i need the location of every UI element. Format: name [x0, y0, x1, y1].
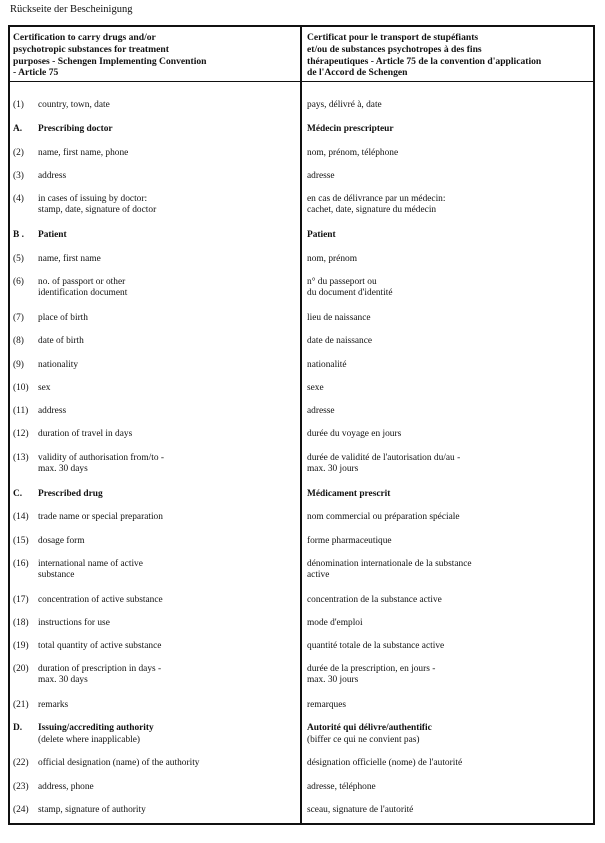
english-label: in cases of issuing by doctor: stamp, date, signature of doctor — [38, 194, 157, 216]
english-section-title: Patient — [38, 230, 67, 240]
french-label: durée du voyage en jours — [307, 429, 402, 439]
english-label: name, first name — [38, 254, 101, 264]
french-section-title: Médecin prescripteur — [307, 124, 394, 134]
french-label: lieu de naissance — [307, 313, 371, 323]
row-number: (1) — [13, 100, 24, 110]
english-label: address, phone — [38, 782, 94, 792]
english-label: duration of prescription in days - max. 30 days — [38, 664, 162, 686]
french-label: nationalité — [307, 360, 347, 370]
english-label: concentration of active substance — [38, 595, 163, 605]
row-number: (11) — [13, 406, 29, 416]
english-label: address — [38, 171, 67, 181]
french-label: quantité totale de la substance active — [307, 641, 445, 651]
section-letter: B . — [13, 230, 24, 240]
english-label: date of birth — [38, 336, 84, 346]
row-number: (2) — [13, 148, 24, 158]
french-label: remarques — [307, 700, 347, 710]
french-label: mode d'emploi — [307, 618, 363, 628]
row-number: (6) — [13, 277, 24, 287]
french-label: nom, prénom, téléphone — [307, 148, 399, 158]
row-number: (12) — [13, 429, 29, 439]
page-heading: Rückseite der Bescheinigung — [10, 4, 133, 15]
english-label: remarks — [38, 700, 69, 710]
english-label: no. of passport or other identification document — [38, 277, 128, 299]
row-number: (13) — [13, 453, 29, 463]
english-label: instructions for use — [38, 618, 110, 628]
row-number: (14) — [13, 512, 29, 522]
french-label: date de naissance — [307, 336, 373, 346]
english-label: validity of authorisation from/to - max. 30 days — [38, 453, 165, 475]
french-label: sceau, signature de l'autorité — [307, 805, 414, 815]
column-divider — [300, 27, 302, 823]
row-number: (24) — [13, 805, 29, 815]
french-label: adresse, téléphone — [307, 782, 376, 792]
english-section-title: Prescribed drug — [38, 489, 103, 499]
section-letter: D. — [13, 723, 23, 733]
row-number: (20) — [13, 664, 29, 674]
french-label: adresse — [307, 406, 335, 416]
french-label: dénomination internationale de la substance active — [307, 559, 472, 581]
bilingual-form-table — [8, 25, 595, 825]
row-number: (23) — [13, 782, 29, 792]
row-number: (22) — [13, 758, 29, 768]
section-letter: C. — [13, 489, 23, 499]
french-section-note: (biffer ce qui ne convient pas) — [307, 734, 420, 745]
english-label: sex — [38, 383, 51, 393]
english-label: duration of travel in days — [38, 429, 133, 439]
french-label: en cas de délivrance par un médecin: cachet, date, signature du médecin — [307, 194, 446, 216]
french-label: pays, délivré à, date — [307, 100, 382, 110]
english-label: stamp, signature of authority — [38, 805, 146, 815]
french-label: durée de validité de l'autorisation du/au - max. 30 jours — [307, 453, 461, 475]
french-section-title: Médicament prescrit — [307, 489, 391, 499]
french-label: n° du passeport ou du document d'identité — [307, 277, 393, 299]
row-number: (16) — [13, 559, 29, 569]
english-label: place of birth — [38, 313, 88, 323]
english-column-heading: Certification to carry drugs and/or psychotropic substances for treatment purposes - Schengen Implementing Convention - Article 75 — [13, 32, 207, 79]
french-label: nom commercial ou préparation spéciale — [307, 512, 460, 522]
french-label: durée de la prescription, en jours - max. 30 jours — [307, 664, 436, 686]
english-label: international name of active substance — [38, 559, 143, 581]
french-column-heading: Certificat pour le transport de stupéfiants et/ou de substances psychotropes à des fins thérapeutiques - Article 75 de la convention d'application de l'Accord de Schengen — [307, 32, 542, 79]
row-number: (7) — [13, 313, 24, 323]
row-number: (4) — [13, 194, 24, 204]
row-number: (9) — [13, 360, 24, 370]
french-label: désignation officielle (nome) de l'autorité — [307, 758, 463, 768]
english-label: address — [38, 406, 67, 416]
row-number: (5) — [13, 254, 24, 264]
row-number: (3) — [13, 171, 24, 181]
row-number: (15) — [13, 536, 29, 546]
row-number: (17) — [13, 595, 29, 605]
french-label: adresse — [307, 171, 335, 181]
english-label: nationality — [38, 360, 79, 370]
row-number: (8) — [13, 336, 24, 346]
english-section-title: Prescribing doctor — [38, 124, 113, 134]
english-section-title: Issuing/accrediting authority — [38, 723, 154, 733]
english-label: name, first name, phone — [38, 148, 129, 158]
english-section-note: (delete where inapplicable) — [38, 734, 141, 745]
english-label: country, town, date — [38, 100, 110, 110]
french-section-title: Autorité qui délivre/authentific — [307, 723, 432, 733]
french-label: sexe — [307, 383, 324, 393]
english-label: official designation (name) of the authority — [38, 758, 200, 768]
french-label: forme pharmaceutique — [307, 536, 392, 546]
french-label: nom, prénom — [307, 254, 357, 264]
french-section-title: Patient — [307, 230, 336, 240]
row-number: (10) — [13, 383, 29, 393]
french-label: concentration de la substance active — [307, 595, 442, 605]
header-divider — [10, 81, 593, 82]
english-label: total quantity of active substance — [38, 641, 162, 651]
english-label: trade name or special preparation — [38, 512, 163, 522]
section-letter: A. — [13, 124, 23, 134]
english-label: dosage form — [38, 536, 85, 546]
row-number: (19) — [13, 641, 29, 651]
row-number: (21) — [13, 700, 29, 710]
row-number: (18) — [13, 618, 29, 628]
